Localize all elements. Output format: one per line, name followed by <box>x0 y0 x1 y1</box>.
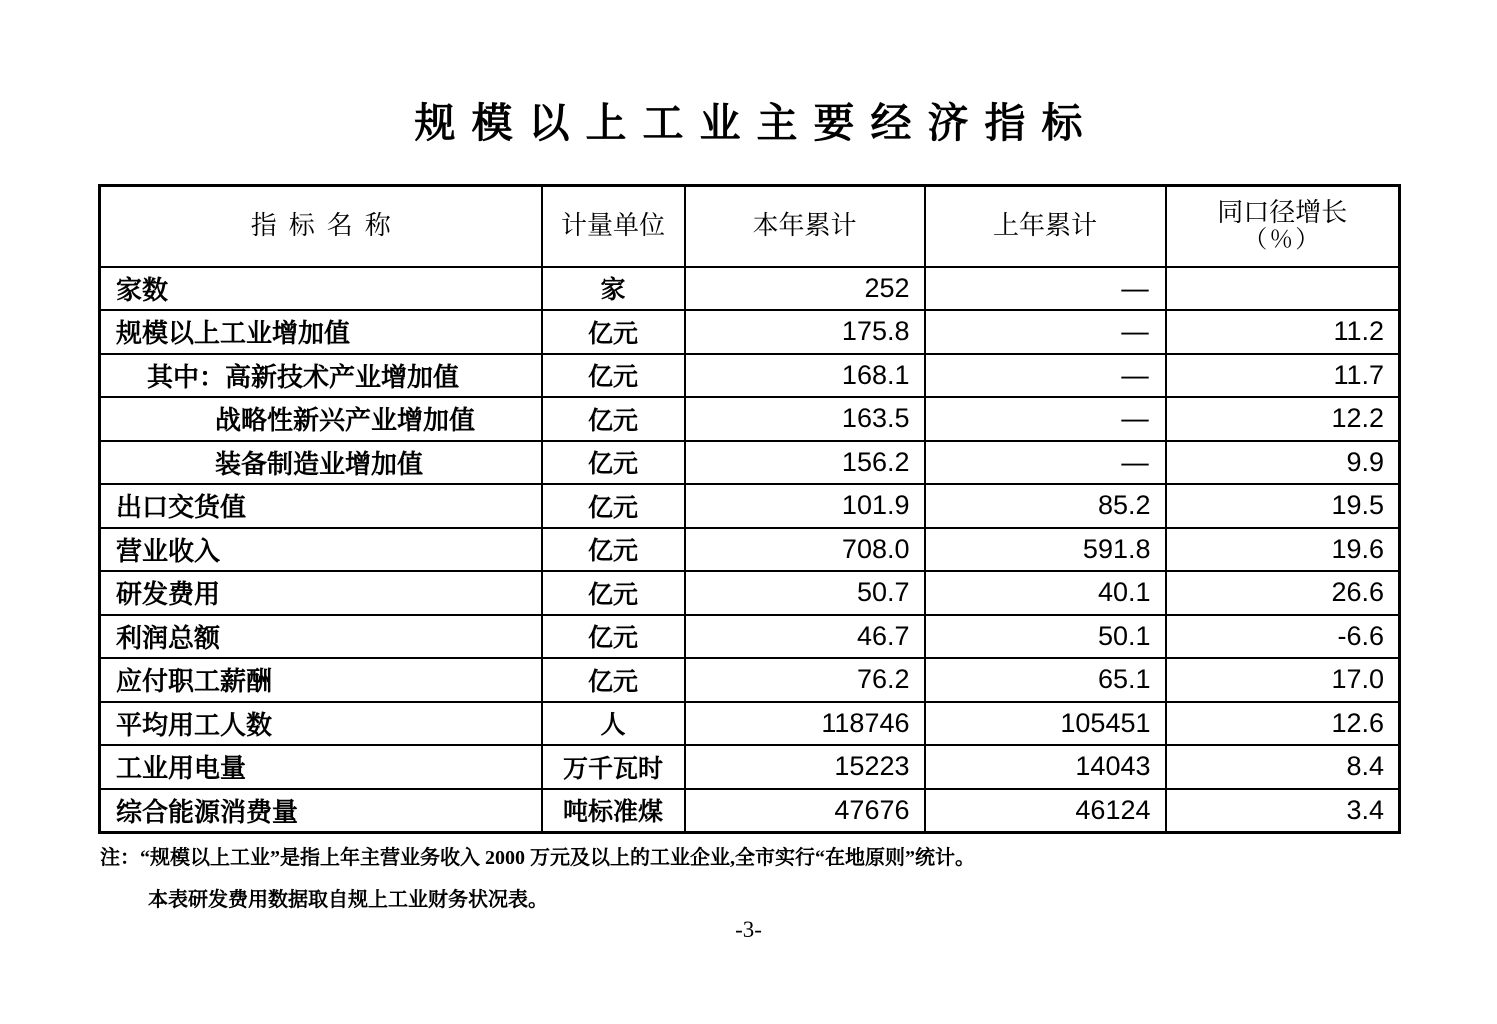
previous-year-cell: — <box>925 267 1166 311</box>
previous-year-cell: 50.1 <box>925 615 1166 659</box>
growth-cell: -6.6 <box>1166 615 1400 659</box>
note-line-1: 注：“规模以上工业”是指上年主营业务收入 2000 万元及以上的工业企业,全市实行“在地原则”统计。 <box>100 847 975 869</box>
growth-cell: 8.4 <box>1166 745 1400 789</box>
unit-cell: 亿元 <box>542 615 685 659</box>
unit-cell: 万千瓦时 <box>542 745 685 789</box>
growth-cell: 9.9 <box>1166 441 1400 485</box>
indicator-name-cell: 综合能源消费量 <box>100 789 542 833</box>
table-row <box>100 571 1400 615</box>
current-year-cell: 156.2 <box>685 441 925 485</box>
current-year-cell: 76.2 <box>685 658 925 702</box>
growth-cell: 11.7 <box>1166 354 1400 398</box>
growth-cell: 12.6 <box>1166 702 1400 746</box>
current-year-cell: 50.7 <box>685 571 925 615</box>
growth-cell: 12.2 <box>1166 397 1400 441</box>
table-row <box>100 441 1400 485</box>
unit-cell: 亿元 <box>542 397 685 441</box>
previous-year-cell: 14043 <box>925 745 1166 789</box>
table-row <box>100 397 1400 441</box>
indicator-name-cell: 工业用电量 <box>100 745 542 789</box>
previous-year-cell: — <box>925 441 1166 485</box>
unit-cell: 亿元 <box>542 571 685 615</box>
table-body <box>100 267 1400 833</box>
growth-cell: 19.6 <box>1166 528 1400 572</box>
unit-cell: 亿元 <box>542 658 685 702</box>
page-number: -3- <box>735 917 762 942</box>
current-year-cell: 708.0 <box>685 528 925 572</box>
column-header-3 <box>925 186 1166 267</box>
table-row <box>100 702 1400 746</box>
growth-cell: 11.2 <box>1166 310 1400 354</box>
table-row <box>100 354 1400 398</box>
column-header-4 <box>1166 186 1400 267</box>
table-row <box>100 658 1400 702</box>
previous-year-cell: 40.1 <box>925 571 1166 615</box>
indicator-name-cell: 利润总额 <box>100 615 542 659</box>
table-row <box>100 267 1400 311</box>
indicator-name-cell: 家数 <box>100 267 542 311</box>
previous-year-cell: 591.8 <box>925 528 1166 572</box>
current-year-cell: 163.5 <box>685 397 925 441</box>
indicators-table <box>98 184 1401 834</box>
indicator-name-cell: 其中：高新技术产业增加值 <box>100 354 542 398</box>
growth-cell: 3.4 <box>1166 789 1400 833</box>
indicator-name-cell: 营业收入 <box>100 528 542 572</box>
previous-year-cell: — <box>925 397 1166 441</box>
current-year-cell: 15223 <box>685 745 925 789</box>
growth-cell: 19.5 <box>1166 484 1400 528</box>
note-line-2: 本表研发费用数据取自规上工业财务状况表。 <box>148 889 548 911</box>
column-header-0 <box>100 186 542 267</box>
table-row <box>100 615 1400 659</box>
previous-year-cell: 65.1 <box>925 658 1166 702</box>
column-header-label: 同口径增长 <box>1217 197 1348 227</box>
indicator-name-cell: 出口交货值 <box>100 484 542 528</box>
page-title: 规模以上工业主要经济指标 <box>414 100 1099 146</box>
table-row <box>100 310 1400 354</box>
indicator-name-cell: 研发费用 <box>100 571 542 615</box>
unit-cell: 吨标准煤 <box>542 789 685 833</box>
indicator-name-cell: 应付职工薪酬 <box>100 658 542 702</box>
table-header-row <box>100 186 1400 267</box>
indicator-name-cell: 战略性新兴产业增加值 <box>100 397 542 441</box>
unit-cell: 亿元 <box>542 310 685 354</box>
unit-cell: 家 <box>542 267 685 311</box>
column-header-label: 本年累计 <box>752 211 857 241</box>
unit-cell: 亿元 <box>542 528 685 572</box>
previous-year-cell: 85.2 <box>925 484 1166 528</box>
column-header-label: 上年累计 <box>992 211 1097 241</box>
current-year-cell: 118746 <box>685 702 925 746</box>
current-year-cell: 168.1 <box>685 354 925 398</box>
previous-year-cell: 105451 <box>925 702 1166 746</box>
unit-cell: 亿元 <box>542 441 685 485</box>
previous-year-cell: — <box>925 354 1166 398</box>
table-row <box>100 745 1400 789</box>
unit-cell: 亿元 <box>542 354 685 398</box>
column-header-2 <box>685 186 925 267</box>
unit-cell: 人 <box>542 702 685 746</box>
unit-cell: 亿元 <box>542 484 685 528</box>
growth-cell: 17.0 <box>1166 658 1400 702</box>
current-year-cell: 252 <box>685 267 925 311</box>
table-row <box>100 484 1400 528</box>
indicator-name-cell: 平均用工人数 <box>100 702 542 746</box>
indicator-name-cell: 装备制造业增加值 <box>100 441 542 485</box>
column-header-label: 计量单位 <box>560 211 665 241</box>
current-year-cell: 175.8 <box>685 310 925 354</box>
notes-block <box>100 841 1410 925</box>
indicator-name-cell: 规模以上工业增加值 <box>100 310 542 354</box>
previous-year-cell: 46124 <box>925 789 1166 833</box>
column-header-1 <box>542 186 685 267</box>
table-row <box>100 789 1400 833</box>
current-year-cell: 46.7 <box>685 615 925 659</box>
current-year-cell: 47676 <box>685 789 925 833</box>
previous-year-cell: — <box>925 310 1166 354</box>
column-header-label: 指标名称 <box>250 211 403 241</box>
current-year-cell: 101.9 <box>685 484 925 528</box>
growth-cell: 26.6 <box>1166 571 1400 615</box>
column-header-sublabel: （％） <box>1243 227 1322 254</box>
growth-cell <box>1166 267 1400 311</box>
table-row <box>100 528 1400 572</box>
